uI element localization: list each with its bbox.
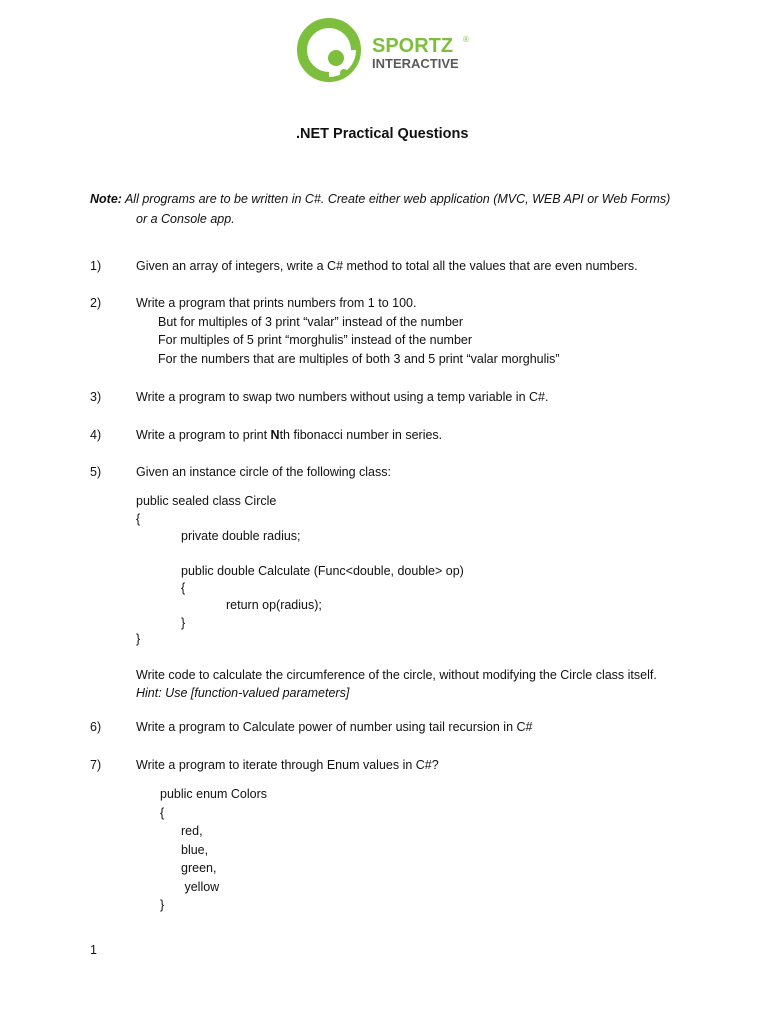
q7-text: Write a program to iterate through Enum values in C#?	[136, 758, 439, 772]
q2-sub-2: For multiples of 5 print “morghulis” instead of the number	[158, 333, 473, 347]
q5-code-line: public double Calculate (Func<double, double> op)	[181, 564, 464, 578]
q7-number: 7)	[90, 758, 102, 772]
q5-code-line: return op(radius);	[226, 598, 322, 612]
q7-code-line: {	[160, 806, 165, 820]
page-number: 1	[90, 943, 97, 957]
q2-sub-3: For the numbers that are multiples of both 3 and 5 print “valar morghulis”	[158, 352, 560, 366]
q5-number: 5)	[90, 465, 102, 479]
q6-text: Write a program to Calculate power of number using tail recursion in C#	[136, 720, 533, 734]
logo-registered: ®	[463, 35, 469, 44]
q7-code-line: }	[160, 898, 165, 912]
q4-text-n: N	[270, 428, 280, 442]
q5-code-line: private double radius;	[181, 529, 301, 543]
logo-subtitle: INTERACTIVE	[372, 56, 459, 71]
q4-text	[136, 428, 442, 442]
q5-code-line: public sealed class Circle	[136, 494, 277, 508]
page-title: .NET Practical Questions	[296, 126, 469, 142]
q2-sub-1: But for multiples of 3 print “valar” instead of the number	[158, 315, 464, 329]
q7-code-line: red,	[181, 824, 203, 838]
q5-text: Given an instance circle of the following class:	[136, 465, 391, 479]
logo-brand: SPORTZ	[372, 35, 454, 57]
q5-code-line: {	[136, 512, 141, 526]
q4-number: 4)	[90, 428, 102, 442]
q4-text-a: Write a program to print	[136, 428, 271, 442]
q1-text: Given an array of integers, write a C# method to total all the values that are even numbers.	[136, 259, 638, 273]
note-text-1: All programs are to be written in C#. Create either web application (MVC, WEB API or Web Forms)	[121, 192, 671, 206]
note-line-2: or a Console app.	[136, 212, 235, 226]
note-label: Note:	[90, 192, 122, 206]
q4-text-c: th fibonacci number in series.	[279, 428, 443, 442]
q5-code-line: }	[136, 632, 141, 646]
note-line-1	[90, 192, 670, 206]
q5-code-line: {	[181, 581, 186, 595]
q1-number: 1)	[90, 259, 102, 273]
sportz-interactive-logo	[296, 18, 476, 82]
q2-number: 2)	[90, 296, 102, 310]
q2-text: Write a program that prints numbers from 1 to 100.	[136, 296, 417, 310]
q5-code-line: }	[181, 616, 186, 630]
q6-number: 6)	[90, 720, 102, 734]
q3-text: Write a program to swap two numbers without using a temp variable in C#.	[136, 390, 549, 404]
q5-hint: Hint: Use [function-valued parameters]	[136, 686, 350, 700]
q7-code-line: public enum Colors	[160, 787, 267, 801]
q7-code-line: yellow	[181, 880, 220, 894]
q7-code-line: blue,	[181, 843, 209, 857]
q5-after-text: Write code to calculate the circumference of the circle, without modifying the Circle class itself.	[136, 668, 657, 682]
q3-number: 3)	[90, 390, 102, 404]
q7-code-line: green,	[181, 861, 217, 875]
